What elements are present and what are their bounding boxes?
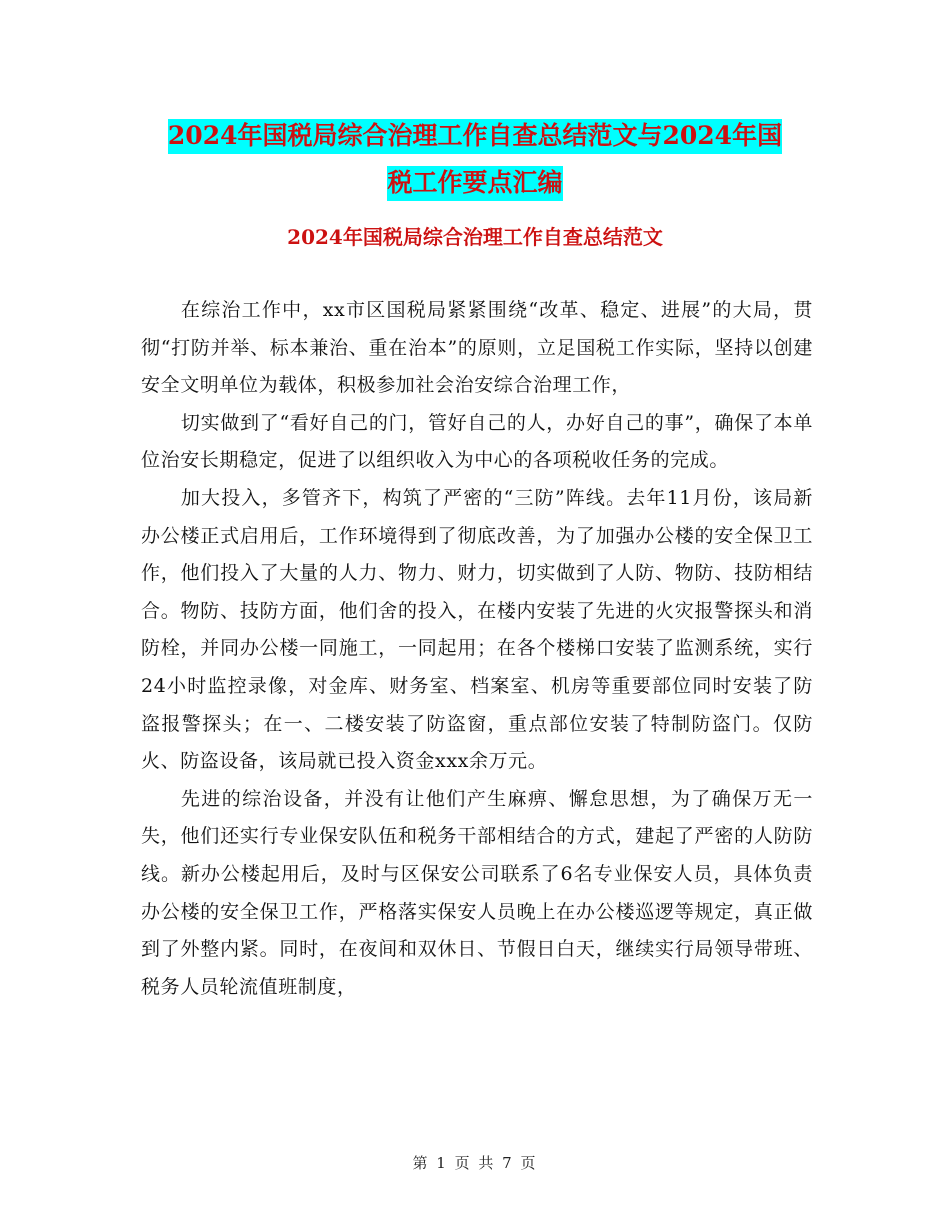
document-body (141, 292, 813, 1006)
page-footer: 第 1 页 共 7 页 (412, 1154, 538, 1172)
paragraph-2: 切实做到了“看好自己的门，管好自己的人，办好自己的事”，确保了本单位治安长期稳定，促进了以组织收入为中心的各项税收任务的完成。 (141, 411, 813, 472)
document-title-line-1: 2024年国税局综合治理工作自查总结范文与2024年国 (168, 119, 782, 154)
paragraph-4: 先进的综治设备，并没有让他们产生麻痹、懈怠思想，为了确保万无一失，他们还实行专业保安队伍和税务干部相结合的方式，建起了严密的人防防线。新办公楼起用后，及时与区保安公司联系了6名专业保安人员，具体负责办公楼的安全保卫工作，严格落实保安人员晚上在办公楼巡逻等规定，真正做到了外整内紧。同时，在夜间和双休日、节假日白天，继续实行局领导带班、税务人员轮流值班制度， (141, 787, 813, 998)
paragraph-3: 加大投入，多管齐下，构筑了严密的“三防”阵线。去年11月份，该局新办公楼正式启用后，工作环境得到了彻底改善，为了加强办公楼的安全保卫工作，他们投入了大量的人力、物力、财力，切实做到了人防、物防、技防相结合。物防、技防方面，他们舍的投入，在楼内安装了先进的火灾报警探头和消防栓，并同办公楼一同施工，一同起用；在各个楼梯口安装了监测系统，实行24小时监控录像，对金库、财务室、档案室、机房等重要部位同时安装了防盗报警探头；在一、二楼安装了防盗窗，重点部位安装了特制防盗门。仅防火、防盗设备，该局就已投入资金xxx余万元。 (141, 486, 813, 773)
paragraph-1: 在综治工作中，xx市区国税局紧紧围绕“改革、稳定、进展”的大局，贯彻“打防并举、标本兼治、重在治本”的原则，立足国税工作实际，坚持以创建安全文明单位为载体，积极参加社会治安综合治理工作， (141, 299, 813, 397)
document-title-line-2: 税工作要点汇编 (387, 166, 562, 201)
document-title (140, 112, 810, 206)
section-title: 2024年国税局综合治理工作自查总结范文 (287, 225, 663, 249)
